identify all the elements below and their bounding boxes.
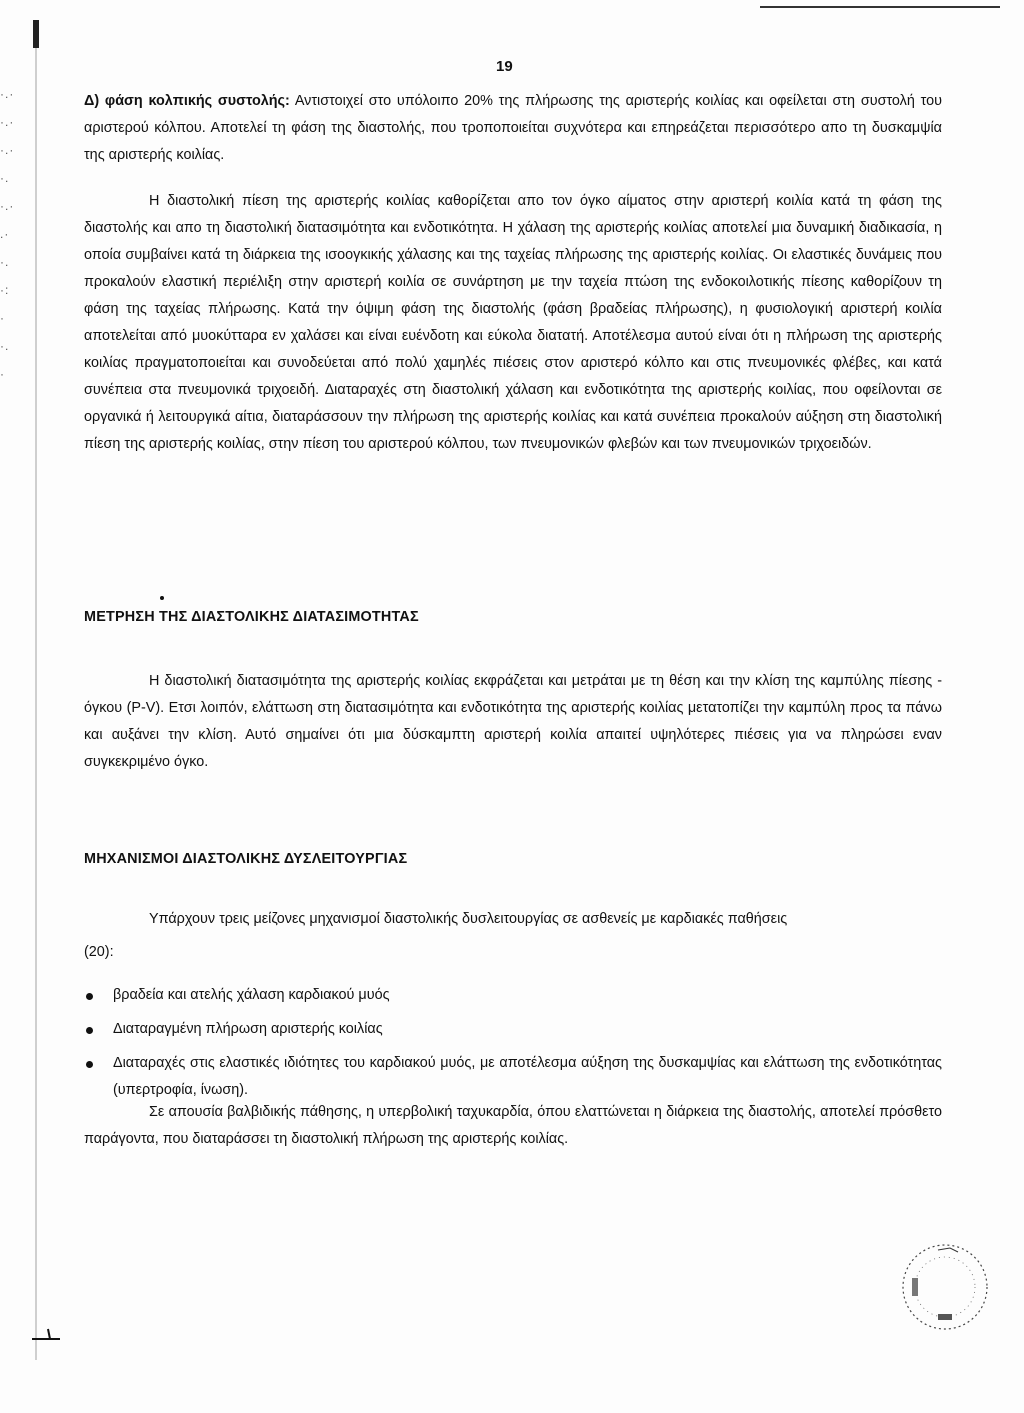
scan-left-edge-mark xyxy=(33,20,39,48)
heading-mechanisms: ΜΗΧΑΝΙΣΜΟΙ ΔΙΑΣΤΟΛΙΚΗΣ ΔΥΣΛΕΙΤΟΥΡΓΙΑΣ xyxy=(84,851,408,867)
list-item-text: βραδεία και ατελής χάλαση καρδιακού μυός xyxy=(113,987,390,1003)
mechanisms-list xyxy=(84,982,942,1111)
page-number: 19 xyxy=(496,58,513,75)
reference-citation: (20): xyxy=(84,944,114,960)
list-item-text: Διαταραχές στις ελαστικές ιδιότητες του καρδιακού μυός, με αποτέλεσμα αύξηση της δυσκαμψίας και ελάττωση της ενδοτικότητας (υπερτροφία, ίνωση). xyxy=(113,1055,942,1098)
list-item-text: Διαταραγμένη πλήρωση αριστερής κοιλίας xyxy=(113,1021,383,1037)
paragraph-diastolic-pressure: Η διαστολική πίεση της αριστερής κοιλίας καθορίζεται απο τον όγκο αίματος στην αριστερή κοιλία κατά τη φάση της διαστολής και απο τη διαστολική διατασιμότητα και ενδοτικότητα. Η χάλαση της αριστερής κοιλίας αποτελεί μια δυναμική διαδικασία, η οποία συμβαίνει κατά τη διάρκεια της ισοογκικής χάλασης και της ταχείας πλήρωσης της αριστερής κοιλίας. Οι ελαστικές δυνάμεις που προκαλούν ελαστική περιέλιξη στην αριστερή κοιλία σε συνάρτηση με την ταχεία πτώση της ενδοκοιλοτικής πίεσης καθορίζουν τη φάση της ταχείας πλήρωσης. Κατά την όψιμη φάση της διαστολής (φάση βραδείας πλήρωσης), η φυσιολογική αριστερή κοιλία αποτελείται από μυοκύτταρα εν χαλάσει και είναι ευένδοτη και εύκολα διατατή. Αποτέλεσμα αυτού είναι ότι η πλήρωση της αριστερής κοιλίας πραγματοποιείται και συνοδεύεται από πολύ χαμηλές πιέσεις στον αριστερό κόλπο και στις πνευμονικές φλέβες, και κατά συνέπεια στα πνευμονικά τριχοειδή. Διαταραχές στη διαστολική χάλαση και ενδοτικότητα της αριστερής κοιλίας, που οφείλονται σε οργανικά ή λειτουργικά αίτια, διαταράσσουν την πλήρωση της αριστερής κοιλίας και κατά συνέπεια προκαλούν αύξηση στη διαστολική πίεση της αριστερής κοιλίας, στην πίεση του αριστερού κόλπου, των πνευμονικών φλεβών και των πνευμονικών τριχοειδών. xyxy=(84,193,942,452)
heading-measurement: ΜΕΤΡΗΣΗ ΤΗΣ ΔΙΑΣΤΟΛΙΚΗΣ ΔΙΑΤΑΣΙΜΟΤΗΤΑΣ xyxy=(84,609,419,625)
scan-top-rule xyxy=(760,6,1000,8)
paragraph-mechanisms: Υπάρχουν τρεις μείζονες μηχανισμοί διαστολικής δυσλειτουργίας σε ασθενείς με καρδιακές παθήσεις xyxy=(149,911,788,927)
list-item xyxy=(84,982,942,1009)
bullet-icon xyxy=(86,1061,93,1068)
bullet-icon xyxy=(86,1027,93,1034)
bullet-icon xyxy=(86,993,93,1000)
paragraph-tachycardia: Σε απουσία βαλβιδικής πάθησης, η υπερβολική ταχυκαρδία, όπου ελαττώνεται η διάρκεια της διαστολής, αποτελεί πρόσθετο παράγοντα, που διαταράσσει τη διαστολική πλήρωση της αριστερής κοιλίας. xyxy=(84,1104,942,1147)
scan-margin-mark xyxy=(30,1325,70,1345)
library-stamp-icon xyxy=(898,1240,992,1334)
paragraph-left-atrial-systole xyxy=(84,88,942,169)
paragraph-measurement: Η διαστολική διατασιμότητα της αριστερής κοιλίας εκφράζεται και μετράται με τη θέση και την κλίση της καμπύλης πίεσης - όγκου (P-V). Ετσι λοιπόν, ελάττωση στη διατασιμότητα και ενδοτικότητα της αριστερής κοιλίας μετατοπίζει την καμπύλη προς τα πάνω και αυξάνει την κλίση. Αυτό σημαίνει ότι μια δύσκαμπτη αριστερή κοιλία απαιτεί υψηλότερες πιέσεις για να πληρώσει εναν συγκεκριμένο όγκο. xyxy=(84,673,942,770)
speck xyxy=(160,596,164,600)
list-item xyxy=(84,1050,942,1104)
section-text: Αντιστοιχεί στο υπόλοιπο 20% της πλήρωσης της αριστερής κοιλίας και οφείλεται στη συστολή του αριστερού κόλπου. Αποτελεί τη φάση της διαστολής, που τροποποιείται συχνότερα και επηρεάζεται περισσότερο απο τη δυσκαμψία της αριστερής κοιλίας. xyxy=(84,93,942,163)
list-item xyxy=(84,1016,942,1043)
section-lead: Δ) φάση κολπικής συστολής: xyxy=(84,93,290,109)
scan-specks: ·.· ·.· ·.· ·. ·.· .· ·. ·: · ·. · xyxy=(0,87,15,381)
